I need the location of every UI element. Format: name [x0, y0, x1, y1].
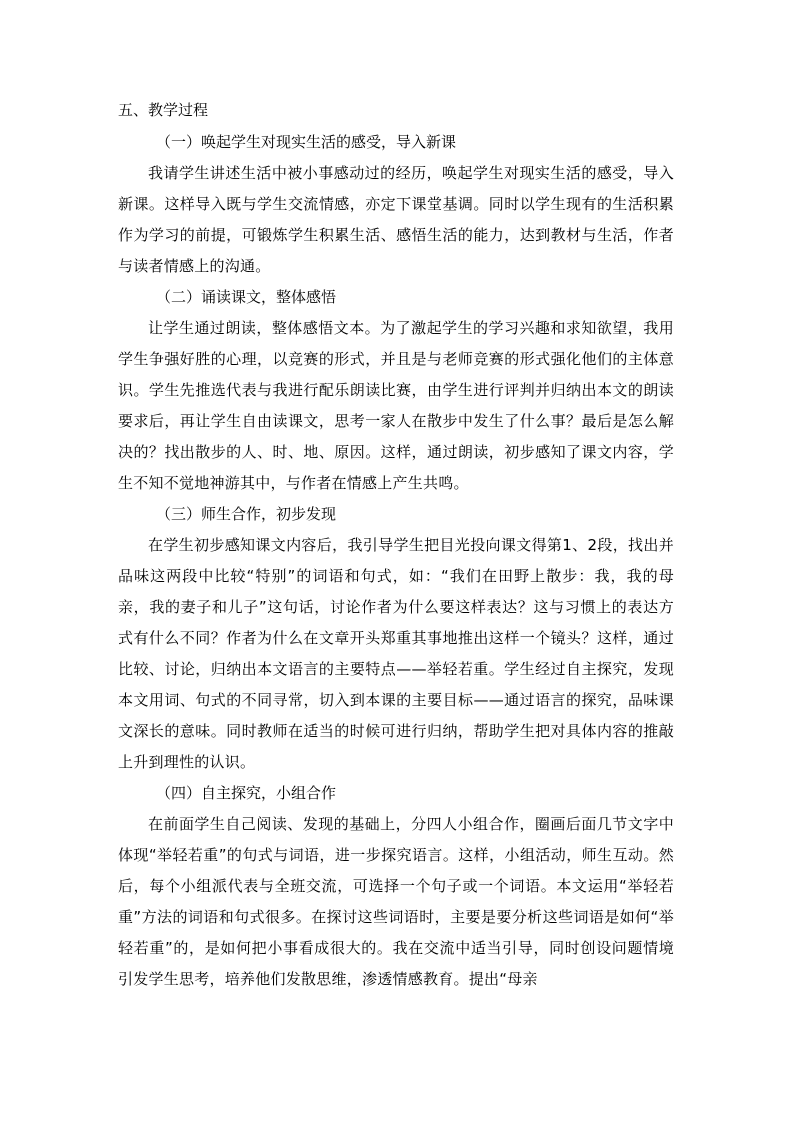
part-4-paragraph: 在前面学生自己阅读、发现的基础上，分四人小组合作，圈画后面几节文字中体现“举轻若重”的句式与词语，进一步探究语言。这样，小组活动，师生互动。然后，每个小组派代表与全班交流，可选择一个句子或一个词语。本文运用“举轻若重”方法的词语和句式很多。在探讨这些词语时，主要是要分析这些词语是如何“举轻若重”的，是如何把小事看成很大的。我在交流中适当引导，同时创设问题情境引发学生思考，培养他们发散思维，渗透情感教育。提出“母亲	[118, 815, 674, 988]
document-page	[118, 94, 674, 995]
section-title: 五、教学过程	[118, 101, 209, 119]
part-4-heading: （四）自主探究，小组合作	[156, 784, 337, 802]
part-3-paragraph: 在学生初步感知课文内容后，我引导学生把目光投向课文得第1、2段，找出并品味这两段中比较“特别”的词语和句式，如：“我们在田野上散步：我，我的母亲，我的妻子和儿子”这句话，讨论作者为什么要这样表达？这与习惯上的表达方式有什么不同？作者为什么在文章开头郑重其事地推出这样一个镜头？这样，通过比较、讨论，归纳出本文语言的主要特点——举轻若重。学生经过自主探究，发现本文用词、句式的不同寻常，切入到本课的主要目标——通过语言的探究，品味课文深长的意味。同时教师在适当的时候可进行归纳，帮助学生把对具体内容的推敲上升到理性的认识。	[118, 536, 674, 771]
part-2-paragraph: 让学生通过朗读，整体感悟文本。为了激起学生的学习兴趣和求知欲望，我用学生争强好胜的心理，以竞赛的形式，并且是与老师竞赛的形式强化他们的主体意识。学生先推选代表与我进行配乐朗读比赛，由学生进行评判并归纳出本文的朗读要求后，再让学生自由读课文，思考一家人在散步中发生了什么事？最后是怎么解决的？找出散步的人、时、地、原因。这样，通过朗读，初步感知了课文内容，学生不知不觉地神游其中，与作者在情感上产生共鸣。	[118, 319, 674, 492]
part-2-heading: （二）诵读课文，整体感悟	[156, 288, 337, 306]
part-1-paragraph: 我请学生讲述生活中被小事感动过的经历，唤起学生对现实生活的感受，导入新课。这样导入既与学生交流情感，亦定下课堂基调。同时以学生现有的生活积累作为学习的前提，可锻炼学生积累生活、感悟生活的能力，达到教材与生活，作者与读者情感上的沟通。	[118, 164, 674, 275]
part-1-heading: （一）唤起学生对现实生活的感受，导入新课	[156, 133, 457, 151]
part-3-heading: （三）师生合作，初步发现	[156, 505, 337, 523]
